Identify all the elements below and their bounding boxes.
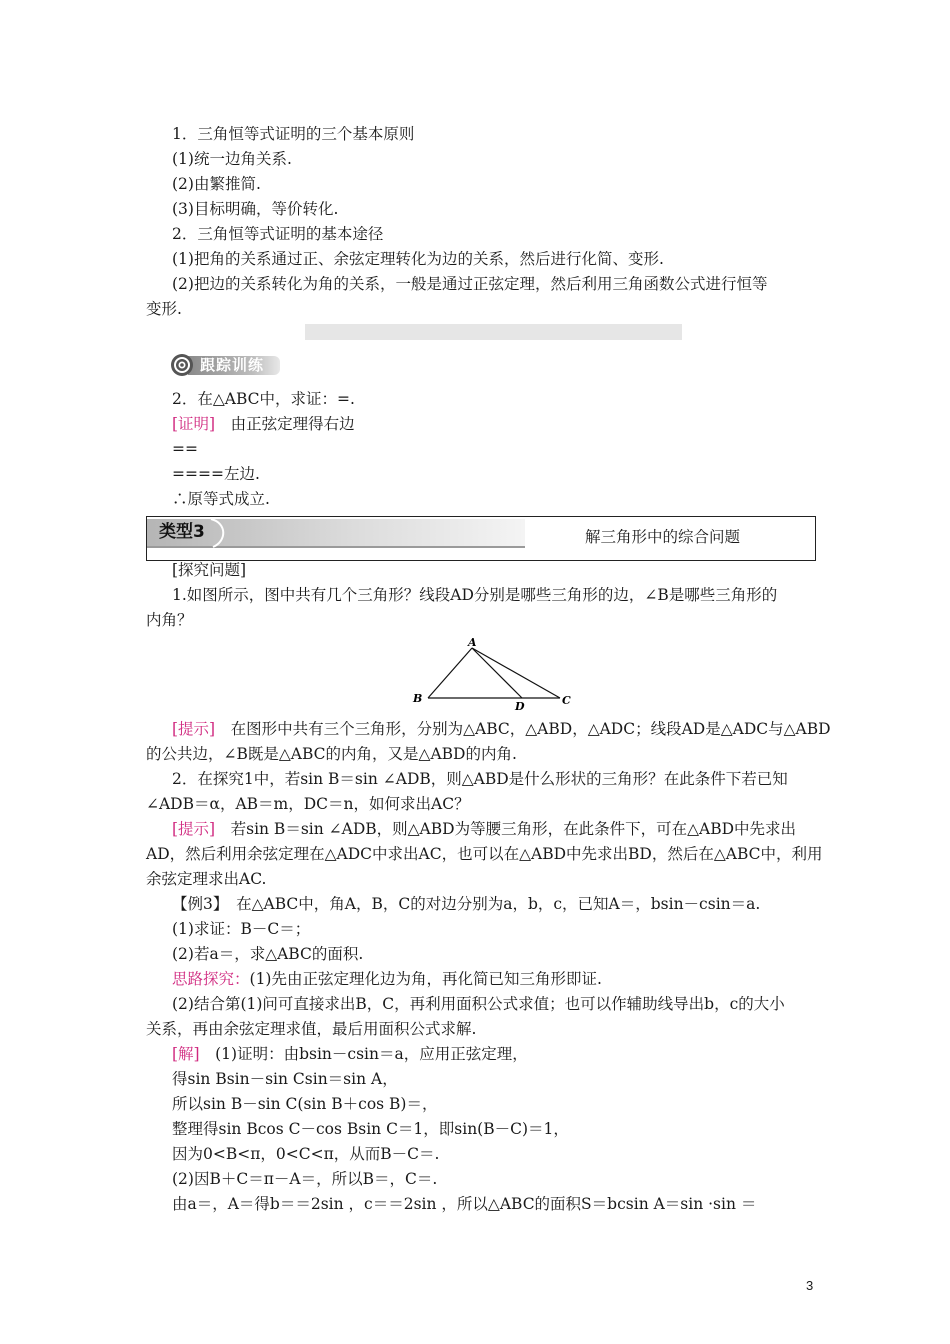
idea-2: (2)结合第(1)问可直接求出B，C，再利用面积公式求值；也可以作辅助线导出b，c的大小: [172, 995, 785, 1013]
principle-item-1: (1)统一边角关系.: [172, 150, 292, 168]
explore-question-2: 2．在探究1中，若sin B＝sin ∠ADB，则△ABD是什么形状的三角形？在此条件下若已知: [172, 770, 788, 788]
principle-heading: 1．三角恒等式证明的三个基本原则: [172, 125, 415, 143]
explore-heading: [探究问题]: [172, 561, 247, 579]
idea-1-text: (1)先由正弦定理化边为角，再化简已知三角形即证.: [249, 970, 602, 988]
triangle-figure: [405, 636, 585, 712]
approach-heading: 2．三角恒等式证明的基本途径: [172, 225, 384, 243]
proof-text: 由正弦定理得右边: [215, 415, 355, 433]
approach-item-1: (1)把角的关系通过正、余弦定理转化为边的关系，然后进行化简、变形.: [172, 250, 664, 268]
hint-1-line: [172, 719, 831, 739]
proof-conclusion: ∴原等式成立.: [172, 490, 270, 508]
solution-tag: [解]: [172, 1045, 200, 1063]
proof-line: [172, 414, 355, 434]
segment-ad: [472, 648, 522, 698]
explore-question-1: 1.如图所示，图中共有几个三角形？线段AD分别是哪些三角形的边，∠B是哪些三角形的: [172, 586, 778, 604]
idea-tag: 思路探究：: [172, 970, 250, 988]
type3-title: 解三角形中的综合问题: [585, 528, 741, 546]
hint-2-text: 若sin B＝sin ∠ADB，则△ABD为等腰三角形，在此条件下，可在△ABD中先求出: [215, 820, 797, 838]
solution-step-4: 整理得sin Bcos C－cos Bsin C＝1，即sin(B－C)＝1，: [172, 1120, 569, 1138]
proof-tag: [证明]: [172, 415, 216, 433]
vertex-label-a: A: [468, 636, 477, 649]
hint-1-cont: 的公共边，∠B既是△ABC的内角，又是△ABD的内角.: [146, 745, 517, 763]
approach-item-2-cont: 变形.: [146, 300, 182, 318]
solution-step-7: 由a＝，A＝得b＝＝2sin ，c＝＝2sin ，所以△ABC的面积S＝bcsin A＝sin ·sin ＝: [172, 1195, 757, 1213]
type3-header-box: [146, 516, 816, 561]
vertex-label-d: D: [515, 700, 525, 712]
example-heading: 【例3】 在△ABC中，角A，B，C的对边分别为a，b，c，已知A＝，bsin－csin＝a.: [172, 895, 761, 913]
explore-question-2-cont: ∠ADB＝α，AB＝m，DC＝n，如何求出AC？: [146, 795, 470, 813]
principle-item-3: (3)目标明确，等价转化.: [172, 200, 339, 218]
target-icon: [170, 353, 194, 377]
hint-tag-2: [提示]: [172, 820, 216, 838]
vertex-label-b: B: [413, 692, 423, 705]
solution-step-6: (2)因B＋C＝π－A＝，所以B＝，C＝.: [172, 1170, 438, 1188]
hint-2-cont-1: AD，然后利用余弦定理在△ADC中求出AC，也可以在△ABD中先求出BD，然后在△ABC中，利用: [146, 845, 823, 863]
vertex-label-c: C: [562, 694, 571, 707]
idea-line: [172, 969, 602, 989]
solution-step-5: 因为0<B<π，0<C<π，从而B－C＝.: [172, 1145, 440, 1163]
segment-ac: [472, 648, 560, 698]
principle-item-2: (2)由繁推简.: [172, 175, 261, 193]
segment-ab: [428, 648, 472, 698]
solution-step-2: 得sin Bsin－sin Csin＝sin A，: [172, 1070, 398, 1088]
hint-2-cont-2: 余弦定理求出AC.: [146, 870, 267, 888]
type3-label: 类型3: [159, 522, 205, 542]
tab-curve-decoration: [209, 519, 233, 548]
badge-label: 跟踪训练: [200, 356, 265, 374]
approach-item-2: (2)把边的关系转化为角的关系，一般是通过正弦定理，然后利用三角函数公式进行恒等: [172, 275, 768, 293]
proof-eq-1: ==: [172, 440, 198, 458]
idea-2-cont: 关系，再由余弦定理求值，最后用面积公式求解.: [146, 1020, 477, 1038]
tracking-practice-badge: [170, 353, 280, 377]
page-number: 3: [806, 1278, 814, 1293]
explore-question-1-cont: 内角？: [146, 611, 193, 629]
example-part-2: (2)若a＝，求△ABC的面积.: [172, 945, 364, 963]
solution-1-text: (1)证明：由bsin－csin＝a，应用正弦定理，: [199, 1045, 528, 1063]
hint-1-text: 在图形中共有三个三角形，分别为△ABC，△ABD，△ADC；线段AD是△ADC与△ABD: [215, 720, 831, 738]
hint-tag: [提示]: [172, 720, 216, 738]
proof-eq-2: ====左边.: [172, 465, 260, 483]
solution-line: [172, 1044, 528, 1064]
example-part-1: (1)求证：B－C＝；: [172, 920, 311, 938]
section-divider: [305, 324, 682, 340]
hint-2-line: [172, 819, 796, 839]
practice-question: 2．在△ABC中，求证：=.: [172, 390, 355, 408]
solution-step-3: 所以sin B－sin C(sin B＋cos B)＝，: [172, 1095, 438, 1113]
type3-tab: [147, 517, 525, 560]
